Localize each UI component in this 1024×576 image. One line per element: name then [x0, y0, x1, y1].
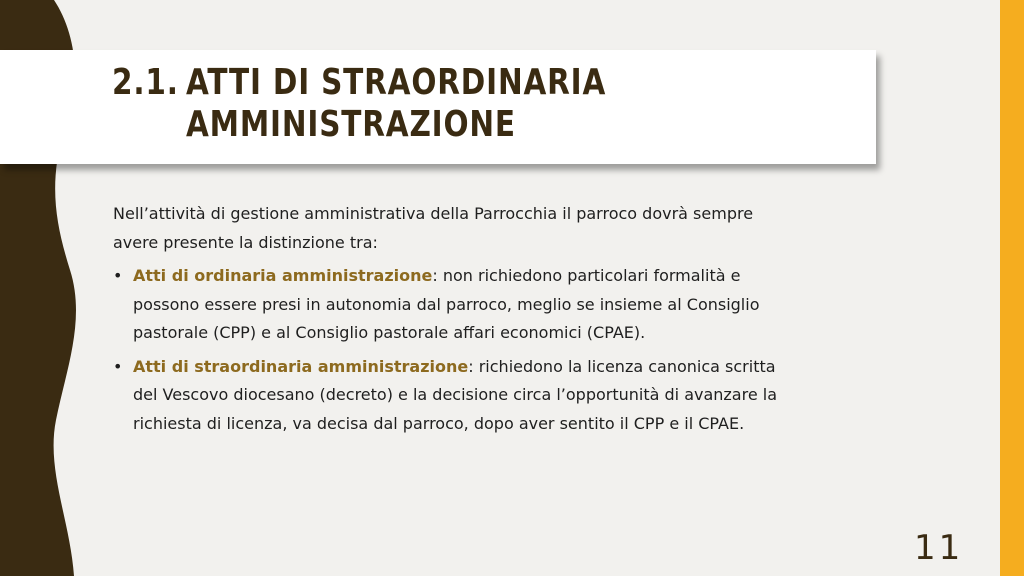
bullet-extraordinary-acts [113, 353, 803, 439]
title-number: 2.1. [112, 62, 179, 103]
page-number: 11 [914, 528, 964, 568]
page-title [186, 62, 606, 146]
bullet-dot-icon: • [113, 356, 123, 376]
bullet-list [113, 262, 803, 438]
title-line-2: AMMINISTRAZIONE [186, 104, 516, 145]
bullet-term: Atti di straordinaria amministrazione [133, 356, 469, 376]
slide-body [113, 200, 803, 443]
bullet-ordinary-acts [113, 262, 803, 348]
bullet-dot-icon: • [113, 266, 123, 285]
intro-paragraph: Nell’attività di gestione amministrativa della Parrocchia il parroco dovrà sempre avere presente la distinzione tra: [113, 204, 754, 252]
bullet-term: Atti di ordinaria amministrazione [133, 266, 433, 285]
bullet-description: : richiedono la licenza canonica scritta del Vescovo diocesano (decreto) e la decisione circa l’opportunità di avanzare la richiesta di licenza, va decisa dal parroco, dopo aver sentito il CPP e il CPAE. [133, 356, 778, 433]
accent-bar [1000, 0, 1024, 576]
title-line-1: ATTI DI STRAORDINARIA [186, 62, 607, 103]
bullet-description: : non richiedono particolari formalità e possono essere presi in autonomia dal parroco, meglio se insieme al Consiglio pastorale (CPP) e al Consiglio pastorale affari economici (CPAE). [133, 266, 760, 342]
